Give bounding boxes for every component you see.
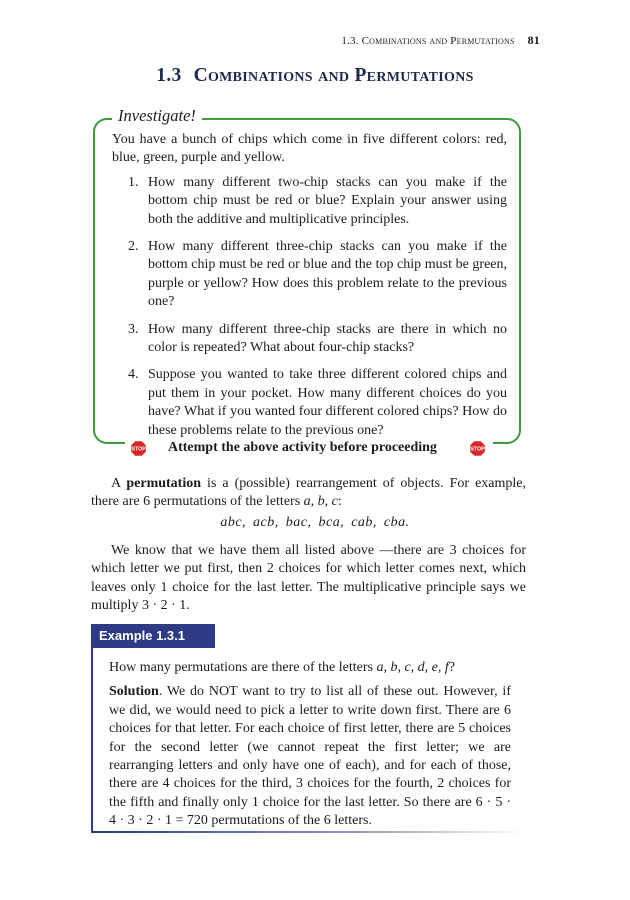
example-bottom-rule xyxy=(91,831,526,833)
section-number: 1.3 xyxy=(156,65,182,86)
term-permutation: permutation xyxy=(126,476,202,491)
permutation-list: abc, acb, bac, bca, cab, cba. xyxy=(220,515,410,530)
stop-text: Attempt the above activity before proceeding xyxy=(168,440,437,455)
example-solution: Solution. We do NOT want to try to list all of these out. However, if we did, we would need to pick a letter to write down first. There are 6 choices for that letter. For each choice of first letter, there are 5 choices for the second letter (we cannot repeat the first letter; we are rearranging letters and only have one of each), and for each of those, there are 4 choices for the third, 3 choices for the fourth, 2 choices for the fifth and finally only 1 choice for the last letter. So there are 6 · 5 · 4 · 3 · 2 · 1 = 720 permutations of the 6 letters. xyxy=(109,684,511,829)
page-number: 81 xyxy=(527,33,540,47)
stop-sign-icon xyxy=(469,440,486,457)
explanation-paragraph: We know that we have them all listed above —there are 3 choices for which letter we put first, then 2 choices for which letter comes next, which leaves only 1 choice for the last letter. The multiplicative principle says we multiply 3 · 2 · 1. xyxy=(91,543,526,614)
example-question: How many permutations are there of the letters a, b, c, d, e, f? xyxy=(109,660,456,675)
item-text: How many different three-chip stacks are there in which no color is repeated? What about four-chip stacks? xyxy=(148,321,507,356)
item-text: How many different two-chip stacks can you make if the bottom chip must be red or blue? Explain your answer using both the additive and multiplicative principles. xyxy=(148,174,507,227)
section-title xyxy=(0,65,630,87)
example-content xyxy=(109,659,511,831)
item-number: 2. xyxy=(128,239,139,255)
investigate-item xyxy=(112,366,507,440)
permutation-definition: A permutation is a (possible) rearrangement of objects. For example, there are 6 permutations of the letters a, b, c: xyxy=(91,476,526,510)
investigate-item xyxy=(112,238,507,312)
item-number: 1. xyxy=(128,174,139,190)
investigate-content xyxy=(112,131,507,449)
investigate-item xyxy=(112,321,507,358)
solution-label: Solution xyxy=(109,684,159,700)
item-number: 4. xyxy=(128,367,139,383)
svg-text:STOP: STOP xyxy=(470,446,485,453)
example-label: Example 1.3.1 xyxy=(91,624,215,648)
svg-text:STOP: STOP xyxy=(131,446,146,453)
section-title-text: Combinations and Permutations xyxy=(193,65,474,86)
running-header-section: 1.3. Combinations and Permutations xyxy=(341,35,515,47)
stop-row xyxy=(0,439,630,459)
running-header xyxy=(341,33,540,48)
item-text: How many different three-chip stacks can you make if the bottom chip must be red or blue and the top chip must be green, purple or yellow? How does this problem relate to the previous one? xyxy=(148,239,507,310)
investigate-title: Investigate! xyxy=(112,106,202,126)
stop-sign-icon xyxy=(130,440,147,457)
investigate-list xyxy=(112,174,507,440)
investigate-item xyxy=(112,174,507,229)
item-number: 3. xyxy=(128,321,139,337)
item-text: Suppose you wanted to take three different colored chips and put them in your pocket. How many different choices do you have? What if you wanted four different colored chips? How do these problems relate to the previous one? xyxy=(148,367,507,438)
investigate-intro: You have a bunch of chips which come in five different colors: red, blue, green, purple and yellow. xyxy=(112,132,507,166)
